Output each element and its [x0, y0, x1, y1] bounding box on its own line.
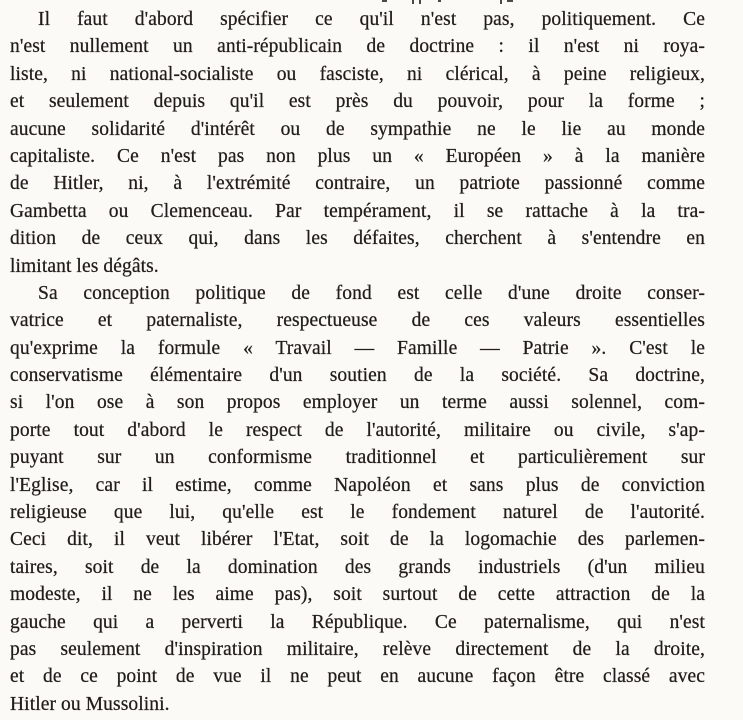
text-line: liste, ni national-socialiste ou fasciste, ni clérical, à peine religieux, [10, 63, 705, 85]
text-line: qu'exprime la formule « Travail — Famille — Patrie ». C'est le [10, 337, 705, 359]
text-line: n'est nullement un anti-républicain de doctrine : il n'est ni roya- [10, 36, 705, 58]
text-line: Sa conception politique de fond est celle d'une droite conser- [38, 282, 705, 304]
text-line: l'Eglise, car il estime, comme Napoléon et sans plus de conviction [10, 474, 705, 496]
text-line: taires, soit de la domination des grands industriels (d'un milieu [10, 556, 705, 578]
ink-speck [507, 0, 513, 2]
text-line: Ceci dit, il veut libérer l'Etat, soit de la logomachie des parlemen- [10, 529, 705, 551]
text-line: Gambetta ou Clemenceau. Par tempérament, il se rattache à la tra- [10, 200, 705, 222]
text-line: Hitler ou Mussolini. [10, 693, 170, 715]
text-line: porte tout d'abord le respect de l'autorité, militaire ou civile, s'ap- [10, 419, 705, 441]
ink-speck [419, 0, 421, 4]
text-line: pas seulement d'inspiration militaire, relève directement de la droite, [10, 638, 705, 660]
text-line: puyant sur un conformisme traditionnel et particulièrement sur [10, 447, 705, 469]
text-line: religieuse que lui, qu'elle est le fondement naturel de l'autorité. [10, 502, 705, 524]
text-line: modeste, il ne les aime pas), soit surtout de cette attraction de la [10, 584, 705, 606]
text-line: gauche qui a perverti la République. Ce paternalisme, qui n'est [10, 611, 705, 633]
text-line: limitant les dégâts. [10, 255, 159, 277]
text-line: et seulement depuis qu'il est près du pouvoir, pour la forme ; [10, 91, 705, 113]
paragraph [10, 6, 705, 280]
ink-speck [500, 0, 502, 4]
paragraph [10, 280, 705, 718]
text-line: si l'on ose à son propos employer un terme aussi solennel, com- [10, 392, 705, 414]
text-line: vatrice et paternaliste, respectueuse de ces valeurs essentielles [10, 310, 705, 332]
text-line: dition de ceux qui, dans les défaites, cherchent à s'entendre en [10, 228, 705, 250]
text-line: conservatisme élémentaire d'un soutien de la société. Sa doctrine, [10, 365, 705, 387]
ink-speck [438, 0, 441, 2]
cropped-previous-line-remnant [0, 0, 743, 5]
text-line: capitaliste. Ce n'est pas non plus un « Européen » à la manière [10, 145, 705, 167]
text-line: de Hitler, ni, à l'extrémité contraire, un patriote passionné comme [10, 173, 705, 195]
text-line: Il faut d'abord spécifier ce qu'il n'est pas, politiquement. Ce [38, 9, 705, 30]
page-text [10, 6, 705, 718]
text-line: et de ce point de vue il ne peut en aucune façon être classé avec [10, 666, 705, 688]
text-line: aucune solidarité d'intérêt ou de sympathie ne le lie au monde [10, 118, 705, 140]
ink-speck [412, 0, 414, 4]
ink-speck [382, 0, 387, 2]
